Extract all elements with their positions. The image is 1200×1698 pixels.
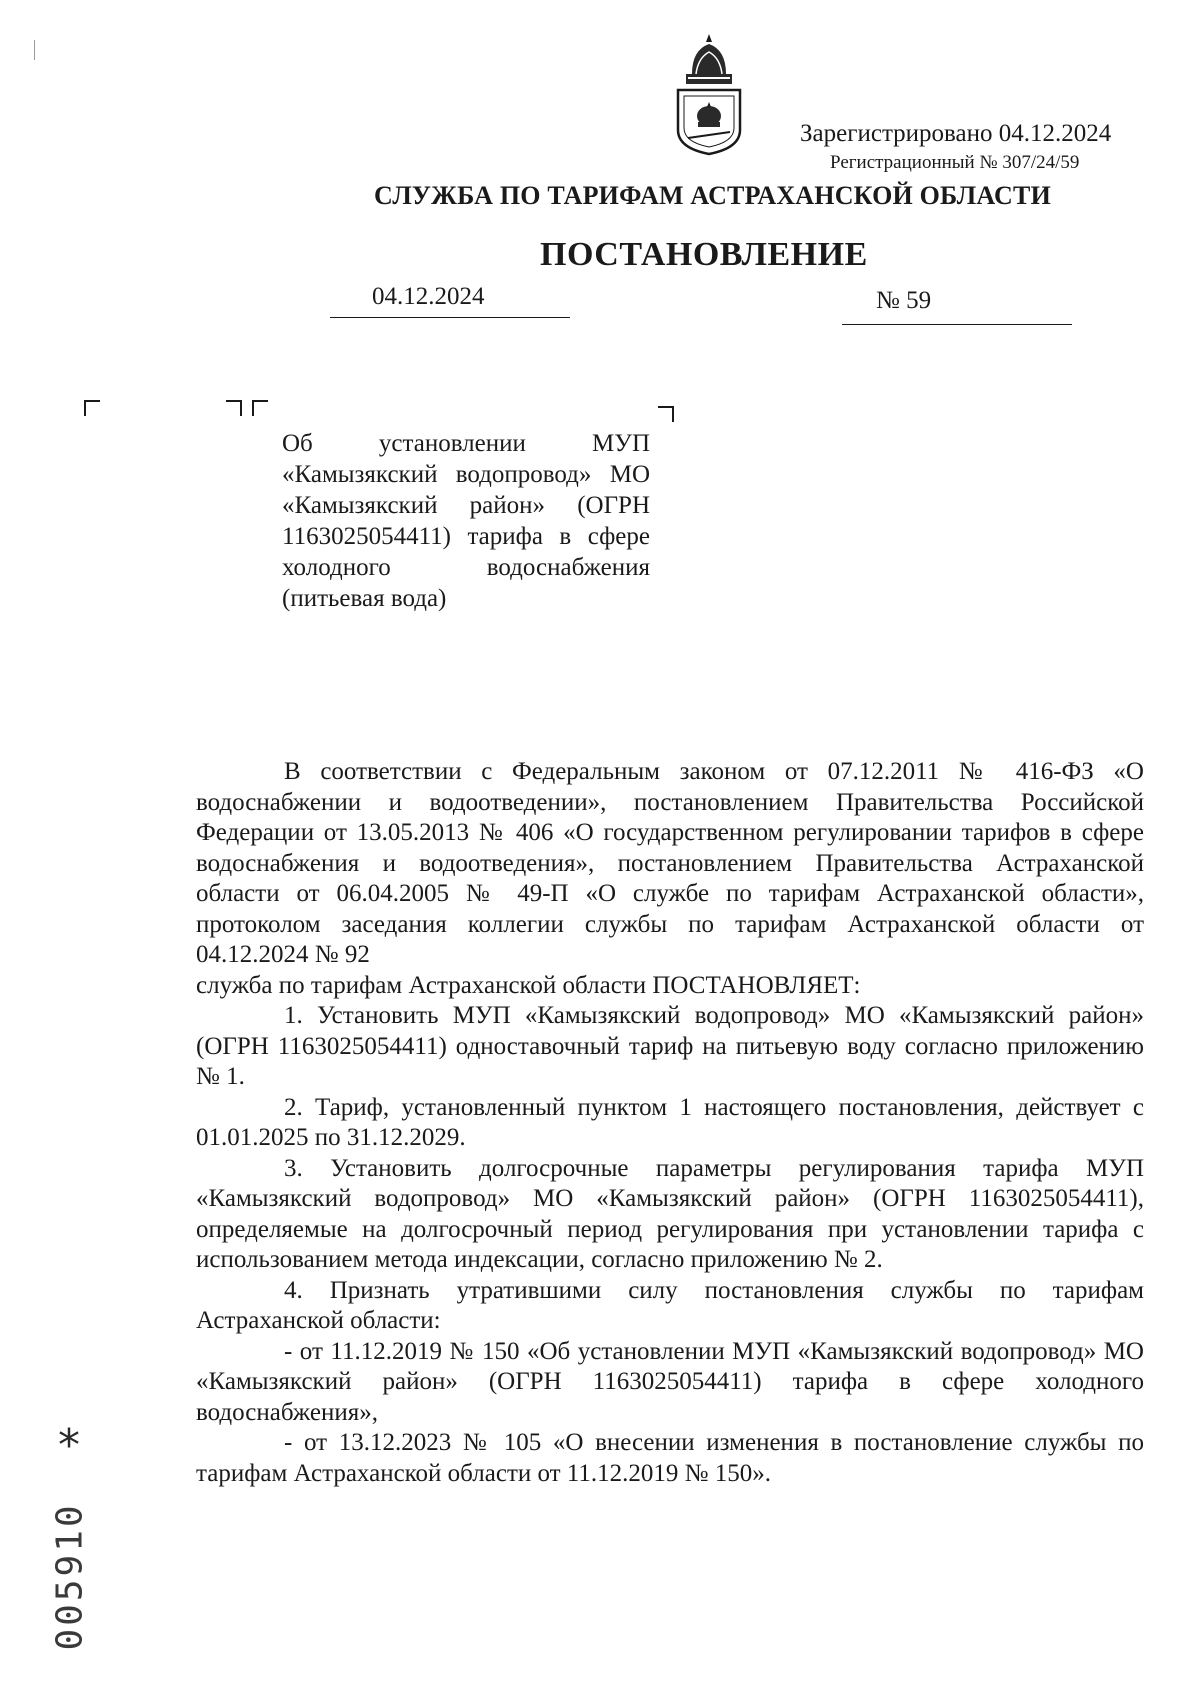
item-3: 3. Установить долгосрочные параметры регулирования тарифа МУП «Камызякский водопровод» МО «Камызякский район» (ОГРН 1163025054411), определяемые на долгосрочный период регулирования при установлении тарифа с использованием метода индексации, согласно приложению № 2. <box>196 1154 1144 1273</box>
item-2: 2. Тариф, установленный пунктом 1 настоящего постановления, действует с 01.01.2025 по 31.12.2029. <box>196 1093 1144 1151</box>
coat-of-arms-emblem <box>668 30 750 158</box>
document-date: 04.12.2024 <box>372 283 485 310</box>
corner-mark <box>84 400 100 416</box>
agency-name: СЛУЖБА ПО ТАРИФАМ АСТРАХАНСКОЙ ОБЛАСТИ <box>374 181 1051 210</box>
corner-mark <box>226 400 242 416</box>
resolution-clause: служба по тарифам Астраханской области ПОСТАНОВЛЯЕТ: <box>196 971 861 999</box>
item-4: 4. Признать утратившими силу постановления службы по тарифам Астраханской области: <box>196 1276 1144 1334</box>
item-4-repealed-2: - от 13.12.2023 № 105 «О внесении изменения в постановление службы по тарифам Астраханской области от 11.12.2019 № 150». <box>196 1429 1144 1487</box>
stamp-star-mark: * <box>58 1420 80 1471</box>
document-subject: Об установлении МУП «Камызякский водопровод» МО «Камызякский район» (ОГРН 1163025054411) тарифа в сфере холодного водоснабжения (питьевая вода) <box>282 430 650 612</box>
date-underline <box>330 317 570 318</box>
corner-mark <box>658 406 674 422</box>
document-type: ПОСТАНОВЛЕНИЕ <box>540 236 868 273</box>
corner-mark <box>252 400 268 416</box>
item-1: 1. Установить МУП «Камызякский водопровод» МО «Камызякский район» (ОГРН 1163025054411) одноставочный тариф на питьевую воду согласно приложению № 1. <box>196 1002 1144 1090</box>
item-4-repealed-1: - от 11.12.2019 № 150 «Об установлении МУП «Камызякский водопровод» МО «Камызякский район» (ОГРН 1163025054411) тарифа в сфере холодного водоснабжения», <box>196 1337 1144 1426</box>
document-number: № 59 <box>876 287 932 314</box>
scan-mark <box>34 40 35 60</box>
document-body <box>196 757 1144 1489</box>
number-underline <box>842 324 1072 325</box>
registration-number: Регистрационный № 307/24/59 <box>830 152 1080 173</box>
preamble: В соответствии с Федеральным законом от 07.12.2011 № 416-ФЗ «О водоснабжении и водоотведении», постановлением Правительства Российской Федерации от 13.05.2013 № 406 «О государственном регулировании тарифов в сфере водоснабжения и водоотведения», постановлением Правительства Астраханской области от 06.04.2005 № 49-П «О службе по тарифам Астраханской области», протоколом заседания коллегии службы по тарифам Астраханской области от 04.12.2024 № 92 <box>196 758 1144 968</box>
registration-date: Зарегистрировано 04.12.2024 <box>800 120 1112 147</box>
stamp-serial-number: 005910 <box>49 1502 91 1651</box>
